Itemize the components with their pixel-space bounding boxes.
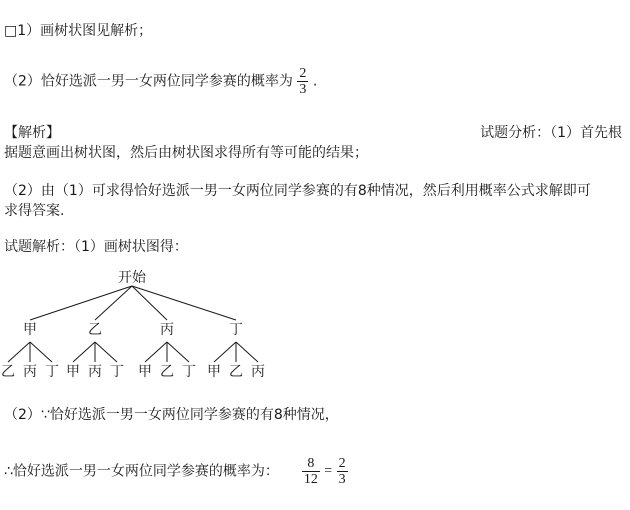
solution-conclusion — [4, 456, 348, 487]
fraction-numerator: 8 — [302, 456, 320, 472]
tree-branch-3: 丙 — [160, 322, 174, 338]
tree-leaf: 丁 — [182, 364, 196, 380]
analysis-line-2: 据题意画出树状图，然后由树状图求得所有等可能的结果； — [4, 145, 368, 161]
tree-leaf: 甲 — [138, 364, 152, 380]
tree-edge — [236, 342, 258, 362]
fraction-denominator: 12 — [303, 472, 318, 487]
tree-leaf: 丁 — [45, 364, 59, 380]
tree-edge — [132, 286, 236, 320]
tree-edge — [214, 342, 236, 362]
tree-leaf: 乙 — [229, 364, 243, 380]
fraction-2-3 — [337, 456, 348, 487]
fraction-numerator: 2 — [338, 456, 346, 471]
analysis-line-1-right: 试题分析：（1）首先根 — [480, 125, 622, 141]
tree-leaf: 甲 — [66, 364, 80, 380]
tree-branch-1: 甲 — [23, 322, 37, 338]
tree-edge — [95, 286, 132, 320]
analysis-header: 【解析】 — [4, 125, 60, 141]
tree-edge — [145, 342, 167, 362]
equals-sign: = — [324, 463, 333, 479]
answer-line-2 — [4, 66, 317, 97]
tree-edge — [8, 342, 30, 362]
answer-line-2-text: （2）恰好选派一男一女两位同学参赛的概率为 — [4, 73, 293, 90]
tree-branch-4: 丁 — [229, 322, 243, 338]
tree-edge — [30, 342, 52, 362]
tree-leaf: 甲 — [207, 364, 221, 380]
tree-branch-2: 乙 — [88, 322, 102, 338]
tree-edge — [132, 286, 167, 320]
tree-edge — [73, 342, 95, 362]
solution-part-2: （2）∵恰好选派一男一女两位同学参赛的有8种情况， — [4, 407, 339, 423]
analysis-line-3: （2）由（1）可求得恰好选派一男一女两位同学参赛的有8种情况，然后利用概率公式求解即可 — [4, 183, 591, 199]
answer-line-1: □1）画树状图见解析； — [4, 23, 153, 39]
tree-leaf: 乙 — [160, 364, 174, 380]
tree-leaf: 丙 — [251, 364, 265, 380]
fraction-numerator: 2 — [299, 66, 307, 81]
tree-leaf: 丙 — [88, 364, 102, 380]
fraction-denominator: 3 — [338, 472, 346, 487]
fraction-8-12 — [302, 456, 320, 487]
tree-edge — [167, 342, 189, 362]
conclusion-text: ∴恰好选派一男一女两位同学参赛的概率为： — [4, 463, 279, 480]
tree-root: 开始 — [118, 270, 146, 286]
probability-fraction — [297, 66, 308, 97]
analysis-line-4: 求得答案. — [4, 203, 65, 219]
answer-line-2-end: . — [312, 73, 318, 90]
tree-edge — [30, 286, 132, 320]
tree-leaf: 丁 — [110, 364, 124, 380]
tree-edge — [95, 342, 117, 362]
tree-leaf: 乙 — [1, 364, 15, 380]
fraction-denominator: 3 — [299, 82, 307, 97]
tree-leaf: 丙 — [23, 364, 37, 380]
tree-diagram — [0, 268, 300, 388]
solution-intro: 试题解析：（1）画树状图得： — [4, 239, 188, 255]
